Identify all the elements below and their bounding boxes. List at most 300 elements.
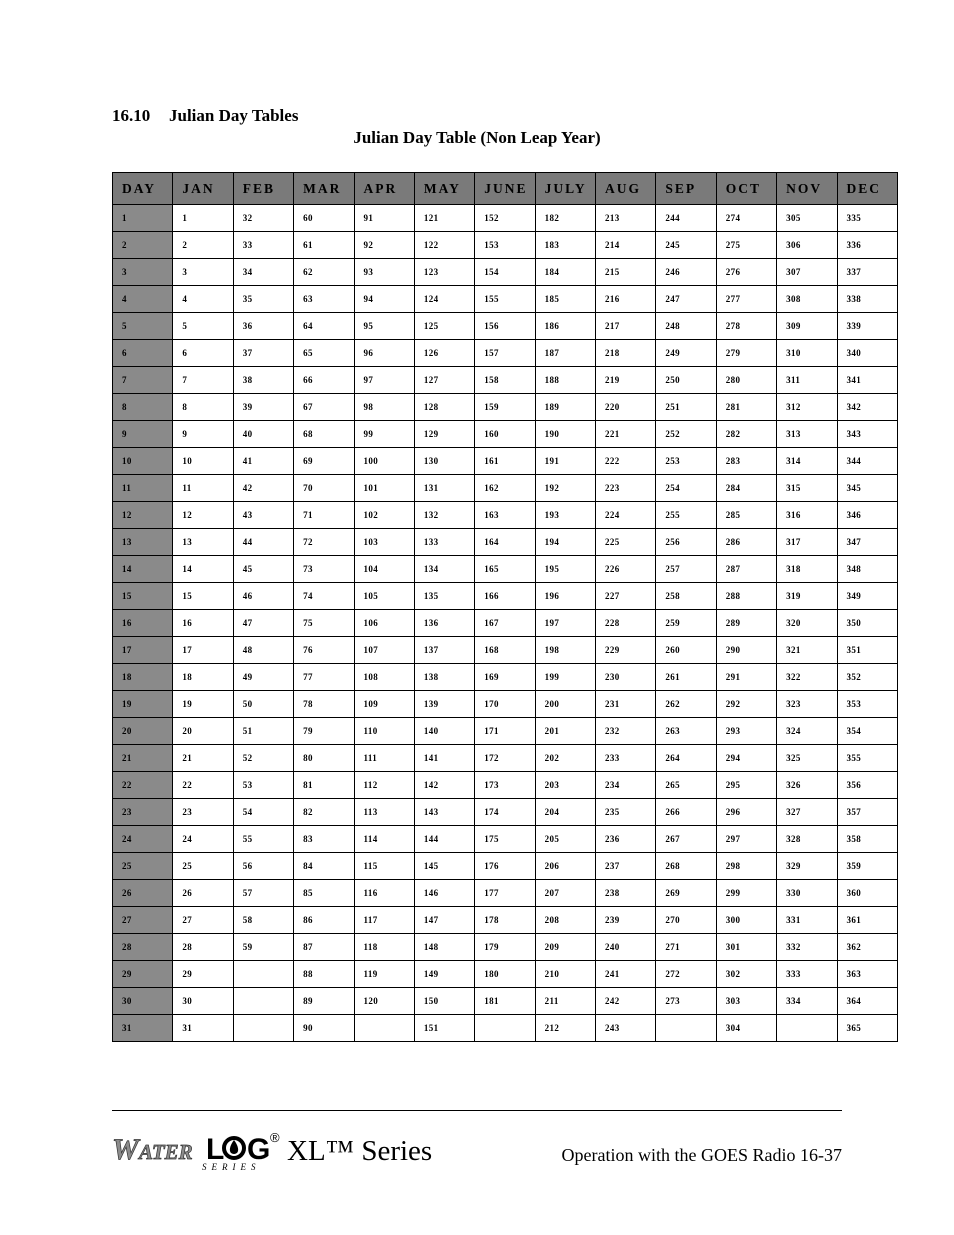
julian-cell-dec: 350 — [837, 610, 898, 637]
julian-cell-jan: 27 — [173, 907, 233, 934]
julian-cell-may: 146 — [414, 880, 474, 907]
julian-cell-mar: 73 — [294, 556, 354, 583]
julian-cell-dec: 359 — [837, 853, 898, 880]
julian-cell-may: 138 — [414, 664, 474, 691]
julian-cell-mar: 72 — [294, 529, 354, 556]
julian-cell-feb: 51 — [233, 718, 293, 745]
julian-cell-nov: 309 — [777, 313, 837, 340]
julian-cell-july: 204 — [535, 799, 595, 826]
julian-cell-mar: 68 — [294, 421, 354, 448]
julian-cell-july: 190 — [535, 421, 595, 448]
julian-cell-dec: 360 — [837, 880, 898, 907]
julian-cell-feb — [233, 1015, 293, 1042]
julian-cell-aug: 215 — [596, 259, 656, 286]
julian-cell-may: 148 — [414, 934, 474, 961]
julian-cell-dec: 339 — [837, 313, 898, 340]
julian-cell-sep: 267 — [656, 826, 716, 853]
julian-cell-apr: 99 — [354, 421, 414, 448]
julian-cell-feb: 40 — [233, 421, 293, 448]
julian-cell-june — [475, 1015, 535, 1042]
julian-cell-mar: 82 — [294, 799, 354, 826]
julian-cell-apr: 110 — [354, 718, 414, 745]
julian-cell-july: 192 — [535, 475, 595, 502]
julian-cell-sep: 271 — [656, 934, 716, 961]
julian-cell-july: 183 — [535, 232, 595, 259]
julian-cell-june: 180 — [475, 961, 535, 988]
table-row — [113, 232, 898, 259]
julian-cell-dec: 341 — [837, 367, 898, 394]
table-row — [113, 475, 898, 502]
julian-cell-oct: 277 — [716, 286, 776, 313]
julian-cell-june: 173 — [475, 772, 535, 799]
julian-cell-feb: 54 — [233, 799, 293, 826]
julian-cell-jan: 17 — [173, 637, 233, 664]
table-row — [113, 961, 898, 988]
julian-cell-sep: 266 — [656, 799, 716, 826]
julian-cell-jan: 28 — [173, 934, 233, 961]
julian-cell-sep: 265 — [656, 772, 716, 799]
julian-cell-sep: 259 — [656, 610, 716, 637]
table-row — [113, 205, 898, 232]
julian-cell-oct: 290 — [716, 637, 776, 664]
julian-cell-aug: 236 — [596, 826, 656, 853]
julian-cell-june: 162 — [475, 475, 535, 502]
julian-cell-dec: 344 — [837, 448, 898, 475]
section-heading — [112, 106, 298, 126]
julian-cell-june: 166 — [475, 583, 535, 610]
table-row — [113, 853, 898, 880]
julian-cell-jan: 22 — [173, 772, 233, 799]
julian-cell-jan: 25 — [173, 853, 233, 880]
julian-cell-may: 134 — [414, 556, 474, 583]
julian-cell-june: 156 — [475, 313, 535, 340]
day-cell: 11 — [113, 475, 173, 502]
julian-cell-nov — [777, 1015, 837, 1042]
julian-cell-feb: 47 — [233, 610, 293, 637]
julian-cell-nov: 334 — [777, 988, 837, 1015]
julian-cell-oct: 302 — [716, 961, 776, 988]
julian-cell-mar: 88 — [294, 961, 354, 988]
table-row — [113, 799, 898, 826]
julian-cell-oct: 299 — [716, 880, 776, 907]
julian-cell-july: 200 — [535, 691, 595, 718]
julian-cell-oct: 295 — [716, 772, 776, 799]
julian-cell-feb: 59 — [233, 934, 293, 961]
julian-cell-dec: 345 — [837, 475, 898, 502]
julian-cell-jan: 21 — [173, 745, 233, 772]
julian-cell-aug: 213 — [596, 205, 656, 232]
julian-cell-apr: 101 — [354, 475, 414, 502]
julian-cell-july: 182 — [535, 205, 595, 232]
julian-cell-july: 209 — [535, 934, 595, 961]
julian-cell-jan: 12 — [173, 502, 233, 529]
julian-cell-mar: 62 — [294, 259, 354, 286]
julian-cell-feb: 33 — [233, 232, 293, 259]
julian-cell-oct: 293 — [716, 718, 776, 745]
day-cell: 6 — [113, 340, 173, 367]
julian-cell-sep: 257 — [656, 556, 716, 583]
julian-cell-apr: 93 — [354, 259, 414, 286]
julian-cell-july: 211 — [535, 988, 595, 1015]
julian-cell-aug: 224 — [596, 502, 656, 529]
julian-cell-apr: 91 — [354, 205, 414, 232]
julian-cell-aug: 218 — [596, 340, 656, 367]
julian-cell-july: 203 — [535, 772, 595, 799]
julian-cell-july: 197 — [535, 610, 595, 637]
section-title: Julian Day Tables — [169, 106, 299, 125]
julian-cell-aug: 225 — [596, 529, 656, 556]
julian-cell-aug: 240 — [596, 934, 656, 961]
julian-cell-mar: 70 — [294, 475, 354, 502]
table-row — [113, 529, 898, 556]
julian-cell-sep: 263 — [656, 718, 716, 745]
julian-cell-dec: 358 — [837, 826, 898, 853]
julian-cell-jan: 10 — [173, 448, 233, 475]
julian-cell-oct: 296 — [716, 799, 776, 826]
julian-cell-nov: 317 — [777, 529, 837, 556]
julian-cell-june: 177 — [475, 880, 535, 907]
julian-cell-sep: 250 — [656, 367, 716, 394]
julian-cell-nov: 324 — [777, 718, 837, 745]
julian-cell-may: 147 — [414, 907, 474, 934]
julian-cell-may: 145 — [414, 853, 474, 880]
julian-cell-sep: 255 — [656, 502, 716, 529]
julian-cell-feb: 56 — [233, 853, 293, 880]
julian-cell-july: 207 — [535, 880, 595, 907]
julian-cell-dec: 354 — [837, 718, 898, 745]
julian-cell-nov: 320 — [777, 610, 837, 637]
julian-cell-mar: 61 — [294, 232, 354, 259]
julian-cell-july: 212 — [535, 1015, 595, 1042]
julian-cell-may: 140 — [414, 718, 474, 745]
julian-cell-june: 179 — [475, 934, 535, 961]
julian-cell-mar: 65 — [294, 340, 354, 367]
julian-cell-aug: 230 — [596, 664, 656, 691]
julian-cell-apr: 96 — [354, 340, 414, 367]
julian-cell-mar: 85 — [294, 880, 354, 907]
julian-cell-aug: 219 — [596, 367, 656, 394]
table-row — [113, 745, 898, 772]
julian-cell-apr: 108 — [354, 664, 414, 691]
julian-cell-mar: 87 — [294, 934, 354, 961]
julian-cell-july: 188 — [535, 367, 595, 394]
julian-cell-jan: 30 — [173, 988, 233, 1015]
column-header-mar: MAR — [294, 173, 354, 205]
julian-cell-sep: 272 — [656, 961, 716, 988]
julian-cell-dec: 337 — [837, 259, 898, 286]
julian-cell-jan: 24 — [173, 826, 233, 853]
julian-cell-aug: 242 — [596, 988, 656, 1015]
julian-cell-june: 181 — [475, 988, 535, 1015]
julian-cell-dec: 361 — [837, 907, 898, 934]
julian-cell-dec: 336 — [837, 232, 898, 259]
julian-cell-feb — [233, 988, 293, 1015]
julian-cell-sep: 249 — [656, 340, 716, 367]
table-row — [113, 637, 898, 664]
julian-cell-oct: 286 — [716, 529, 776, 556]
julian-cell-june: 176 — [475, 853, 535, 880]
julian-cell-sep: 252 — [656, 421, 716, 448]
water-drop-icon — [230, 1140, 238, 1154]
julian-cell-aug: 233 — [596, 745, 656, 772]
day-cell: 24 — [113, 826, 173, 853]
julian-cell-june: 178 — [475, 907, 535, 934]
julian-cell-feb: 52 — [233, 745, 293, 772]
julian-cell-sep: 251 — [656, 394, 716, 421]
julian-cell-apr: 104 — [354, 556, 414, 583]
julian-cell-mar: 77 — [294, 664, 354, 691]
julian-cell-feb: 48 — [233, 637, 293, 664]
julian-cell-jan: 2 — [173, 232, 233, 259]
julian-cell-aug: 237 — [596, 853, 656, 880]
julian-cell-dec: 362 — [837, 934, 898, 961]
julian-cell-july: 194 — [535, 529, 595, 556]
day-cell: 22 — [113, 772, 173, 799]
julian-cell-mar: 79 — [294, 718, 354, 745]
julian-cell-nov: 312 — [777, 394, 837, 421]
julian-cell-apr: 116 — [354, 880, 414, 907]
day-cell: 31 — [113, 1015, 173, 1042]
column-header-may: MAY — [414, 173, 474, 205]
julian-cell-feb: 34 — [233, 259, 293, 286]
julian-cell-aug: 227 — [596, 583, 656, 610]
julian-cell-oct: 288 — [716, 583, 776, 610]
julian-cell-may: 121 — [414, 205, 474, 232]
day-cell: 8 — [113, 394, 173, 421]
julian-cell-aug: 221 — [596, 421, 656, 448]
julian-cell-sep: 246 — [656, 259, 716, 286]
julian-cell-june: 172 — [475, 745, 535, 772]
day-cell: 9 — [113, 421, 173, 448]
julian-cell-dec: 349 — [837, 583, 898, 610]
julian-cell-jan: 7 — [173, 367, 233, 394]
julian-cell-apr: 97 — [354, 367, 414, 394]
julian-cell-apr: 107 — [354, 637, 414, 664]
julian-cell-jan: 20 — [173, 718, 233, 745]
table-row — [113, 556, 898, 583]
day-cell: 2 — [113, 232, 173, 259]
section-number: 16.10 — [112, 106, 151, 125]
julian-cell-may: 135 — [414, 583, 474, 610]
julian-cell-nov: 316 — [777, 502, 837, 529]
julian-cell-feb: 38 — [233, 367, 293, 394]
column-header-day: DAY — [113, 173, 173, 205]
julian-cell-sep: 247 — [656, 286, 716, 313]
julian-cell-nov: 322 — [777, 664, 837, 691]
julian-cell-apr: 112 — [354, 772, 414, 799]
julian-cell-aug: 229 — [596, 637, 656, 664]
julian-cell-feb: 39 — [233, 394, 293, 421]
julian-cell-nov: 330 — [777, 880, 837, 907]
julian-cell-june: 171 — [475, 718, 535, 745]
julian-cell-aug: 216 — [596, 286, 656, 313]
julian-cell-jan: 1 — [173, 205, 233, 232]
julian-cell-nov: 306 — [777, 232, 837, 259]
julian-cell-may: 133 — [414, 529, 474, 556]
julian-cell-may: 130 — [414, 448, 474, 475]
julian-cell-dec: 351 — [837, 637, 898, 664]
julian-cell-aug: 223 — [596, 475, 656, 502]
julian-cell-may: 141 — [414, 745, 474, 772]
julian-cell-nov: 311 — [777, 367, 837, 394]
julian-cell-aug: 228 — [596, 610, 656, 637]
julian-cell-may: 151 — [414, 1015, 474, 1042]
julian-cell-sep — [656, 1015, 716, 1042]
julian-cell-apr: 120 — [354, 988, 414, 1015]
julian-cell-june: 153 — [475, 232, 535, 259]
julian-cell-nov: 310 — [777, 340, 837, 367]
julian-cell-july: 199 — [535, 664, 595, 691]
julian-cell-sep: 268 — [656, 853, 716, 880]
day-cell: 13 — [113, 529, 173, 556]
julian-cell-mar: 84 — [294, 853, 354, 880]
julian-cell-may: 129 — [414, 421, 474, 448]
julian-cell-feb: 58 — [233, 907, 293, 934]
julian-cell-may: 124 — [414, 286, 474, 313]
julian-cell-nov: 328 — [777, 826, 837, 853]
julian-cell-jan: 31 — [173, 1015, 233, 1042]
table-row — [113, 421, 898, 448]
julian-cell-jan: 6 — [173, 340, 233, 367]
julian-cell-oct: 285 — [716, 502, 776, 529]
julian-cell-nov: 326 — [777, 772, 837, 799]
julian-cell-apr: 92 — [354, 232, 414, 259]
day-cell: 23 — [113, 799, 173, 826]
julian-cell-feb: 45 — [233, 556, 293, 583]
julian-cell-feb — [233, 961, 293, 988]
waterlog-logo — [112, 1126, 292, 1172]
table-row — [113, 691, 898, 718]
julian-cell-june: 155 — [475, 286, 535, 313]
julian-cell-mar: 80 — [294, 745, 354, 772]
day-cell: 20 — [113, 718, 173, 745]
table-row — [113, 448, 898, 475]
julian-cell-apr: 118 — [354, 934, 414, 961]
julian-cell-mar: 75 — [294, 610, 354, 637]
footer-page-label: Operation with the GOES Radio 16-37 — [561, 1145, 842, 1165]
julian-cell-oct: 292 — [716, 691, 776, 718]
julian-cell-sep: 260 — [656, 637, 716, 664]
julian-cell-aug: 241 — [596, 961, 656, 988]
table-row — [113, 934, 898, 961]
julian-cell-nov: 307 — [777, 259, 837, 286]
julian-cell-sep: 261 — [656, 664, 716, 691]
julian-cell-aug: 232 — [596, 718, 656, 745]
table-row — [113, 664, 898, 691]
julian-cell-apr — [354, 1015, 414, 1042]
day-cell: 28 — [113, 934, 173, 961]
julian-cell-oct: 280 — [716, 367, 776, 394]
julian-cell-oct: 287 — [716, 556, 776, 583]
column-header-feb: FEB — [233, 173, 293, 205]
julian-cell-apr: 119 — [354, 961, 414, 988]
julian-cell-june: 158 — [475, 367, 535, 394]
julian-cell-oct: 281 — [716, 394, 776, 421]
day-cell: 15 — [113, 583, 173, 610]
julian-cell-dec: 347 — [837, 529, 898, 556]
julian-cell-mar: 67 — [294, 394, 354, 421]
series-name: XL™ Series — [287, 1135, 433, 1167]
julian-cell-july: 196 — [535, 583, 595, 610]
logo-ater: ATER — [139, 1140, 193, 1164]
julian-cell-mar: 83 — [294, 826, 354, 853]
table-row — [113, 502, 898, 529]
julian-cell-oct: 303 — [716, 988, 776, 1015]
julian-cell-june: 167 — [475, 610, 535, 637]
column-header-july: JULY — [535, 173, 595, 205]
julian-cell-nov: 333 — [777, 961, 837, 988]
julian-cell-dec: 356 — [837, 772, 898, 799]
column-header-jan: JAN — [173, 173, 233, 205]
julian-cell-dec: 340 — [837, 340, 898, 367]
julian-cell-oct: 298 — [716, 853, 776, 880]
julian-cell-july: 201 — [535, 718, 595, 745]
julian-cell-oct: 283 — [716, 448, 776, 475]
julian-cell-july: 208 — [535, 907, 595, 934]
julian-cell-june: 175 — [475, 826, 535, 853]
julian-cell-may: 136 — [414, 610, 474, 637]
julian-cell-may: 127 — [414, 367, 474, 394]
julian-cell-jan: 8 — [173, 394, 233, 421]
julian-cell-apr: 113 — [354, 799, 414, 826]
julian-cell-may: 139 — [414, 691, 474, 718]
table-row — [113, 988, 898, 1015]
table-title: Julian Day Table (Non Leap Year) — [353, 128, 601, 147]
julian-cell-feb: 55 — [233, 826, 293, 853]
julian-cell-june: 157 — [475, 340, 535, 367]
julian-day-table — [112, 172, 898, 1042]
day-cell: 3 — [113, 259, 173, 286]
julian-cell-dec: 348 — [837, 556, 898, 583]
table-row — [113, 826, 898, 853]
julian-cell-june: 163 — [475, 502, 535, 529]
julian-cell-feb: 57 — [233, 880, 293, 907]
julian-cell-sep: 264 — [656, 745, 716, 772]
table-row — [113, 313, 898, 340]
julian-cell-feb: 36 — [233, 313, 293, 340]
julian-cell-mar: 74 — [294, 583, 354, 610]
julian-cell-nov: 321 — [777, 637, 837, 664]
day-cell: 14 — [113, 556, 173, 583]
table-row — [113, 718, 898, 745]
julian-cell-aug: 222 — [596, 448, 656, 475]
julian-cell-may: 142 — [414, 772, 474, 799]
julian-cell-oct: 294 — [716, 745, 776, 772]
julian-cell-july: 186 — [535, 313, 595, 340]
julian-cell-dec: 346 — [837, 502, 898, 529]
day-cell: 4 — [113, 286, 173, 313]
julian-cell-feb: 46 — [233, 583, 293, 610]
julian-cell-apr: 103 — [354, 529, 414, 556]
julian-cell-mar: 66 — [294, 367, 354, 394]
julian-cell-aug: 226 — [596, 556, 656, 583]
julian-cell-dec: 364 — [837, 988, 898, 1015]
julian-cell-aug: 239 — [596, 907, 656, 934]
julian-cell-feb: 50 — [233, 691, 293, 718]
table-row — [113, 286, 898, 313]
logo-g: G — [247, 1133, 271, 1166]
julian-cell-oct: 297 — [716, 826, 776, 853]
julian-cell-mar: 63 — [294, 286, 354, 313]
julian-cell-jan: 4 — [173, 286, 233, 313]
day-cell: 26 — [113, 880, 173, 907]
column-header-apr: APR — [354, 173, 414, 205]
julian-cell-may: 149 — [414, 961, 474, 988]
julian-cell-june: 169 — [475, 664, 535, 691]
julian-cell-nov: 314 — [777, 448, 837, 475]
julian-cell-jan: 9 — [173, 421, 233, 448]
julian-cell-jan: 26 — [173, 880, 233, 907]
